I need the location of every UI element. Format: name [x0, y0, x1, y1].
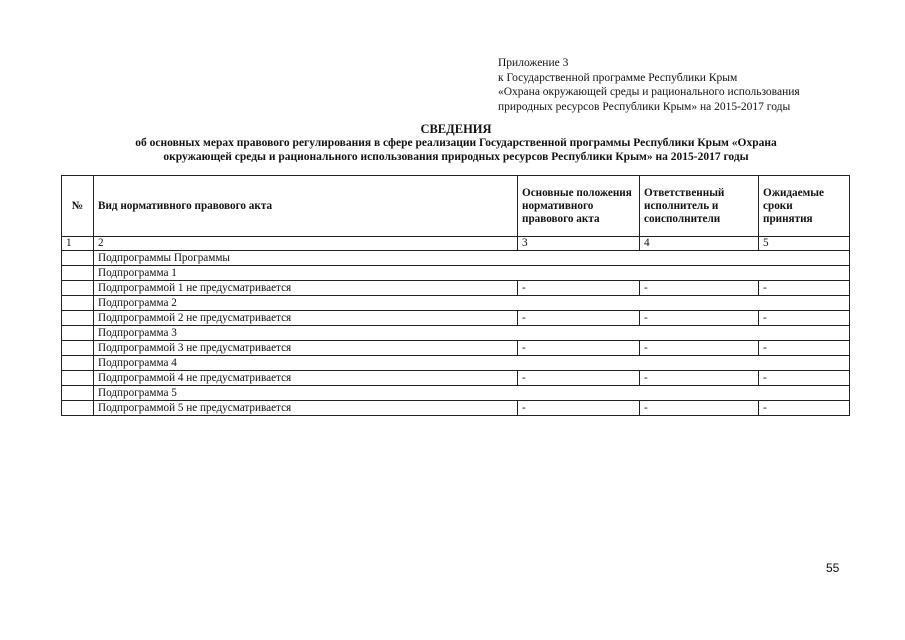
row-label: Подпрограммой 1 не предусматривается	[94, 281, 518, 296]
header-provisions: Основные положения нормативного правового акта	[518, 176, 640, 237]
section-row	[62, 296, 850, 311]
column-number: 5	[759, 237, 850, 251]
row-label: Подпрограммой 3 не предусматривается	[94, 341, 518, 356]
row-label: Подпрограммой 2 не предусматривается	[94, 311, 518, 326]
column-number: 1	[62, 237, 94, 251]
row-label: Подпрограммы Программы	[94, 251, 850, 266]
row-label: Подпрограммой 5 не предусматривается	[94, 401, 518, 416]
row-cell-c5: -	[759, 371, 850, 386]
row-cell-c4: -	[640, 341, 759, 356]
table-row	[62, 281, 850, 296]
column-number: 2	[94, 237, 518, 251]
row-number-cell	[62, 356, 94, 371]
row-cell-c3: -	[518, 341, 640, 356]
table-row	[62, 371, 850, 386]
row-number-cell	[62, 371, 94, 386]
section-row	[62, 326, 850, 341]
row-cell-c4: -	[640, 281, 759, 296]
appendix-line: Приложение 3	[498, 57, 569, 69]
appendix-note	[498, 56, 800, 114]
row-number-cell	[62, 266, 94, 281]
row-label: Подпрограмма 4	[94, 356, 850, 371]
row-cell-c4: -	[640, 371, 759, 386]
row-cell-c3: -	[518, 311, 640, 326]
row-cell-c3: -	[518, 401, 640, 416]
row-label: Подпрограммой 4 не предусматривается	[94, 371, 518, 386]
row-label: Подпрограмма 5	[94, 386, 850, 401]
row-label: Подпрограмма 1	[94, 266, 850, 281]
section-row	[62, 251, 850, 266]
section-row	[62, 386, 850, 401]
row-cell-c4: -	[640, 311, 759, 326]
document-subtitle	[60, 136, 852, 164]
column-number-row	[62, 237, 850, 251]
row-cell-c4: -	[640, 401, 759, 416]
row-number-cell	[62, 311, 94, 326]
row-cell-c3: -	[518, 281, 640, 296]
row-number-cell	[62, 296, 94, 311]
column-number: 4	[640, 237, 759, 251]
row-cell-c5: -	[759, 341, 850, 356]
row-number-cell	[62, 326, 94, 341]
section-row	[62, 266, 850, 281]
table-row	[62, 341, 850, 356]
header-expected: Ожидаемые сроки принятия	[759, 176, 850, 237]
row-label: Подпрограмма 2	[94, 296, 850, 311]
document-title: СВЕДЕНИЯ	[420, 122, 492, 136]
row-cell-c5: -	[759, 311, 850, 326]
row-cell-c3: -	[518, 371, 640, 386]
row-label: Подпрограмма 3	[94, 326, 850, 341]
table-row	[62, 311, 850, 326]
section-row	[62, 356, 850, 371]
appendix-line: к Государственной программе Республики Крым	[498, 71, 738, 84]
header-row	[62, 176, 850, 237]
page-number: 55	[826, 561, 840, 575]
appendix-line: «Охрана окружающей среды и рационального использования	[498, 86, 800, 99]
subtitle-line: окружающей среды и рационального использования природных ресурсов Республики Крым» на 2015-2017 годы	[163, 151, 749, 163]
header-responsible: Ответственный исполнитель и соисполнители	[640, 176, 759, 237]
row-cell-c5: -	[759, 401, 850, 416]
table-row	[62, 401, 850, 416]
row-number-cell	[62, 401, 94, 416]
header-act-type: Вид нормативного правового акта	[94, 176, 518, 237]
subtitle-line: об основных мерах правового регулирования в сфере реализации Государственной программы Республики Крым «Охрана	[135, 137, 777, 149]
appendix-line: природных ресурсов Республики Крым» на 2015-2017 годы	[498, 100, 791, 113]
row-number-cell	[62, 251, 94, 266]
header-num: №	[62, 176, 94, 237]
row-number-cell	[62, 386, 94, 401]
row-number-cell	[62, 341, 94, 356]
row-number-cell	[62, 281, 94, 296]
measures-table	[61, 175, 850, 416]
column-number: 3	[518, 237, 640, 251]
row-cell-c5: -	[759, 281, 850, 296]
